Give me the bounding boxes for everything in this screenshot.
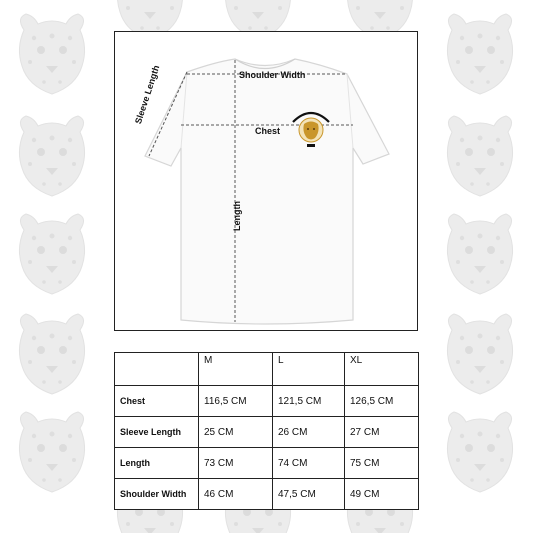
table-cell: 25 CM (199, 417, 273, 448)
size-header-l: L (273, 353, 345, 386)
table-cell: 46 CM (199, 479, 273, 510)
row-label-length: Length (115, 448, 199, 479)
size-header-m: M (199, 353, 273, 386)
size-chart-table (114, 352, 419, 510)
table-row (115, 417, 419, 448)
sleeve-length-label: Sleeve Length (133, 63, 162, 126)
table-cell: 121,5 CM (273, 386, 345, 417)
table-row (115, 479, 419, 510)
row-label-shoulder-width: Shoulder Width (115, 479, 199, 510)
table-cell: 126,5 CM (345, 386, 419, 417)
table-cell: 116,5 CM (199, 386, 273, 417)
tshirt-shape (145, 59, 389, 324)
row-label-sleeve-length: Sleeve Length (115, 417, 199, 448)
table-cell: 49 CM (345, 479, 419, 510)
table-cell: 27 CM (345, 417, 419, 448)
table-cell: 75 CM (345, 448, 419, 479)
table-row (115, 386, 419, 417)
shoulder-width-label: Shoulder Width (239, 70, 306, 80)
table-cell: 74 CM (273, 448, 345, 479)
table-cell: 47,5 CM (273, 479, 345, 510)
size-header-xl: XL (345, 353, 419, 386)
table-row (115, 448, 419, 479)
table-cell: 73 CM (199, 448, 273, 479)
chest-label: Chest (255, 126, 281, 136)
tshirt-measurement-image (114, 31, 418, 331)
table-cell: 26 CM (273, 417, 345, 448)
row-label-chest: Chest (115, 386, 199, 417)
table-corner-cell (115, 353, 199, 386)
table-header-row (115, 353, 419, 386)
length-label: Length (232, 201, 242, 231)
